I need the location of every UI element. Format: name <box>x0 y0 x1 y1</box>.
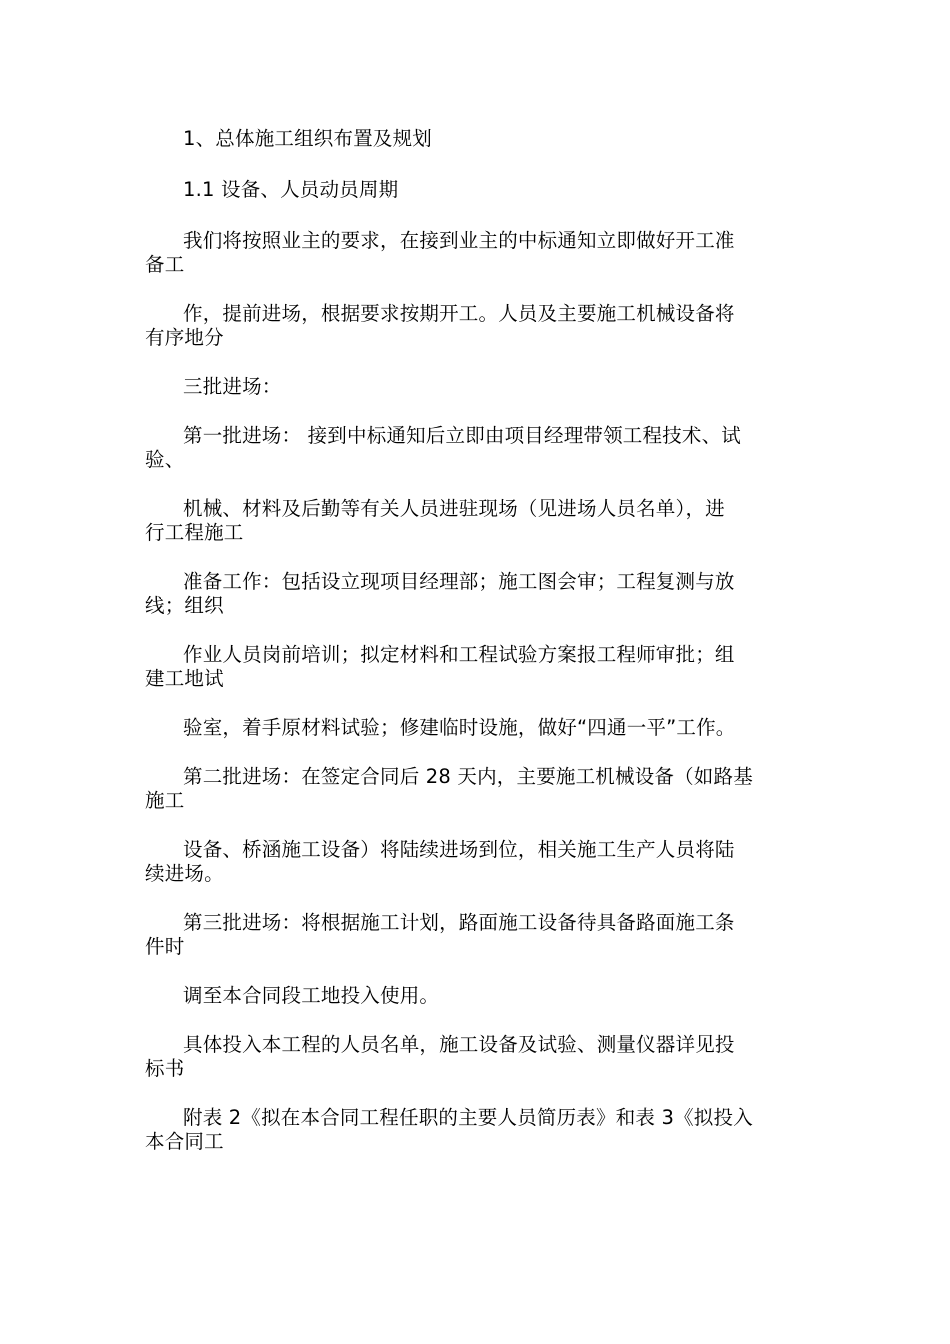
paragraph-line: 行工程施工 <box>145 521 244 544</box>
paragraph-line: 我们将按照业主的要求，在接到业主的中标通知立即做好开工准 <box>183 229 735 252</box>
paragraph-line: 续进场。 <box>145 862 224 885</box>
paragraph-line: 施工 <box>145 789 185 812</box>
paragraph-line: 附表 2《拟在本合同工程任职的主要人员简历表》和表 3《拟投入 <box>183 1106 753 1129</box>
paragraph-line: 准备工作：包括设立现项目经理部；施工图会审；工程复测与放 <box>183 570 735 593</box>
paragraph-line: 三批进场： <box>183 375 282 398</box>
paragraph-line: 备工 <box>145 253 185 276</box>
paragraph-line: 件时 <box>145 935 185 958</box>
paragraph-line: 作，提前进场，根据要求按期开工。人员及主要施工机械设备将 <box>183 302 735 325</box>
heading-section-1-1: 1.1 设备、人员动员周期 <box>183 178 399 201</box>
paragraph-line: 验室，着手原材料试验；修建临时设施，做好“四通一平”工作。 <box>183 716 736 739</box>
paragraph-line: 机械、材料及后勤等有关人员进驻现场（见进场人员名单），进 <box>183 497 725 520</box>
paragraph-line: 标书 <box>145 1057 185 1080</box>
paragraph-line: 调至本合同段工地投入使用。 <box>183 984 440 1007</box>
paragraph-line: 本合同工 <box>145 1130 224 1153</box>
paragraph-line: 第二批进场：在签定合同后 28 天内，主要施工机械设备（如路基 <box>183 765 753 788</box>
paragraph-line: 第一批进场： 接到中标通知后立即由项目经理带领工程技术、试 <box>183 424 741 447</box>
paragraph-line: 线；组织 <box>145 594 224 617</box>
paragraph-line: 建工地试 <box>145 667 224 690</box>
paragraph-line: 有序地分 <box>145 326 224 349</box>
heading-section-1: 1、总体施工组织布置及规划 <box>183 127 433 150</box>
paragraph-line: 作业人员岗前培训；拟定材料和工程试验方案报工程师审批；组 <box>183 643 735 666</box>
paragraph-line: 第三批进场：将根据施工计划，路面施工设备待具备路面施工条 <box>183 911 735 934</box>
paragraph-line: 具体投入本工程的人员名单，施工设备及试验、测量仪器详见投 <box>183 1033 735 1056</box>
paragraph-line: 验、 <box>145 448 185 471</box>
paragraph-line: 设备、桥涵施工设备）将陆续进场到位，相关施工生产人员将陆 <box>183 838 735 861</box>
